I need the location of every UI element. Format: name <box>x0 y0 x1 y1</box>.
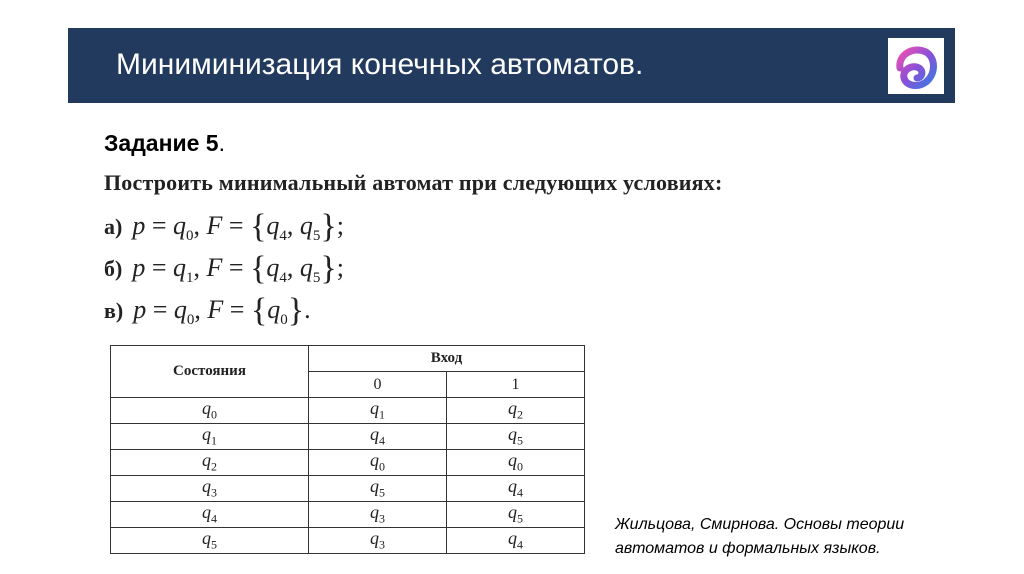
next-state-1-cell: $q_5$ <box>447 502 585 528</box>
condition-end: . <box>304 295 311 324</box>
p-variable: p <box>133 295 147 324</box>
citation-line-1: Жильцова, Смирнова. Основы теории <box>615 516 905 533</box>
state-cell: $q_3$ <box>111 476 309 502</box>
state-index: 5 <box>517 433 523 448</box>
header-input: Вход <box>309 346 585 372</box>
next-state-0-cell: $q_3$ <box>309 528 447 554</box>
f-subscript: 4 <box>279 228 287 245</box>
state-index: 3 <box>211 485 217 500</box>
condition-label: в) <box>104 298 124 323</box>
table-row <box>111 528 585 554</box>
state-index: 2 <box>517 407 523 422</box>
state-index: 1 <box>211 433 217 448</box>
next-state-0-cell: $q_0$ <box>309 450 447 476</box>
input-symbol-1: 1 <box>447 372 585 398</box>
condition-end: ; <box>336 253 344 282</box>
condition-a: а) $p = q_0$, $F = \{q_4$, $q_5$}; <box>104 208 344 245</box>
state-cell: $q_2$ <box>111 450 309 476</box>
p-variable: p <box>132 211 146 240</box>
next-state-0-cell: $q_1$ <box>309 398 447 424</box>
swirl-logo-icon <box>892 42 940 90</box>
next-state-0-cell: $q_4$ <box>309 424 447 450</box>
next-state-0-cell: $q_3$ <box>309 502 447 528</box>
state-cell: $q_5$ <box>111 528 309 554</box>
next-state-1-cell: $q_5$ <box>447 424 585 450</box>
state-index: 2 <box>211 459 217 474</box>
problem-statement: Построить минимальный автомат при следующих условиях: <box>104 170 723 195</box>
state-index: 4 <box>517 537 523 552</box>
state-cell: $q_1$ <box>111 424 309 450</box>
state-cell: $q_4$ <box>111 502 309 528</box>
state-index: 3 <box>379 537 385 552</box>
citation <box>615 513 904 561</box>
f-subscript: 4 <box>279 270 287 287</box>
table-row <box>111 476 585 502</box>
next-state-0-cell: $q_5$ <box>309 476 447 502</box>
task-title-dot: . <box>218 130 225 156</box>
f-subscript: 0 <box>280 312 288 329</box>
p-subscript: 0 <box>186 312 195 329</box>
condition-c: в) $p = q_0$, $F = \{q_0\}$. <box>104 292 311 329</box>
state-index: 0 <box>379 459 385 474</box>
header-state: Состояния <box>111 346 309 398</box>
next-state-1-cell: $q_4$ <box>447 476 585 502</box>
citation-line-2: автоматов и формальных языков. <box>615 540 881 557</box>
state-index: 4 <box>211 511 217 526</box>
p-variable: p <box>132 253 146 282</box>
p-subscript: 1 <box>186 270 194 287</box>
state-index: 4 <box>379 433 385 448</box>
input-symbol-0: 0 <box>309 372 447 398</box>
condition-label: б) <box>104 256 123 281</box>
condition-end: ; <box>336 211 344 240</box>
page-title: Миниминизация конечных автоматов. <box>116 48 644 81</box>
table-row <box>111 450 585 476</box>
state-index: 5 <box>211 537 217 552</box>
task-title-text: Задание 5 <box>104 130 219 156</box>
table-body <box>111 398 585 554</box>
condition-label: а) <box>104 214 123 239</box>
state-index: 3 <box>379 511 385 526</box>
p-subscript: 0 <box>186 228 194 245</box>
state-index: 0 <box>211 407 217 422</box>
f-subscript: 5 <box>312 270 321 287</box>
state-index: 4 <box>517 485 523 500</box>
next-state-1-cell: $q_4$ <box>447 528 585 554</box>
transition-table <box>110 345 585 554</box>
header-bar <box>68 28 955 103</box>
table-row <box>111 502 585 528</box>
state-cell: $q_0$ <box>111 398 309 424</box>
condition-b: б) $p = q_1$, $F = \{q_4$, $q_5$}; <box>104 250 344 287</box>
state-index: 1 <box>379 407 385 422</box>
state-index: 5 <box>379 485 385 500</box>
next-state-1-cell: $q_2$ <box>447 398 585 424</box>
table-row <box>111 398 585 424</box>
state-index: 0 <box>517 459 523 474</box>
next-state-1-cell: $q_0$ <box>447 450 585 476</box>
state-index: 5 <box>517 511 523 526</box>
logo <box>888 38 944 94</box>
table-row <box>111 424 585 450</box>
f-subscript: 5 <box>312 228 321 245</box>
task-title <box>104 130 225 157</box>
